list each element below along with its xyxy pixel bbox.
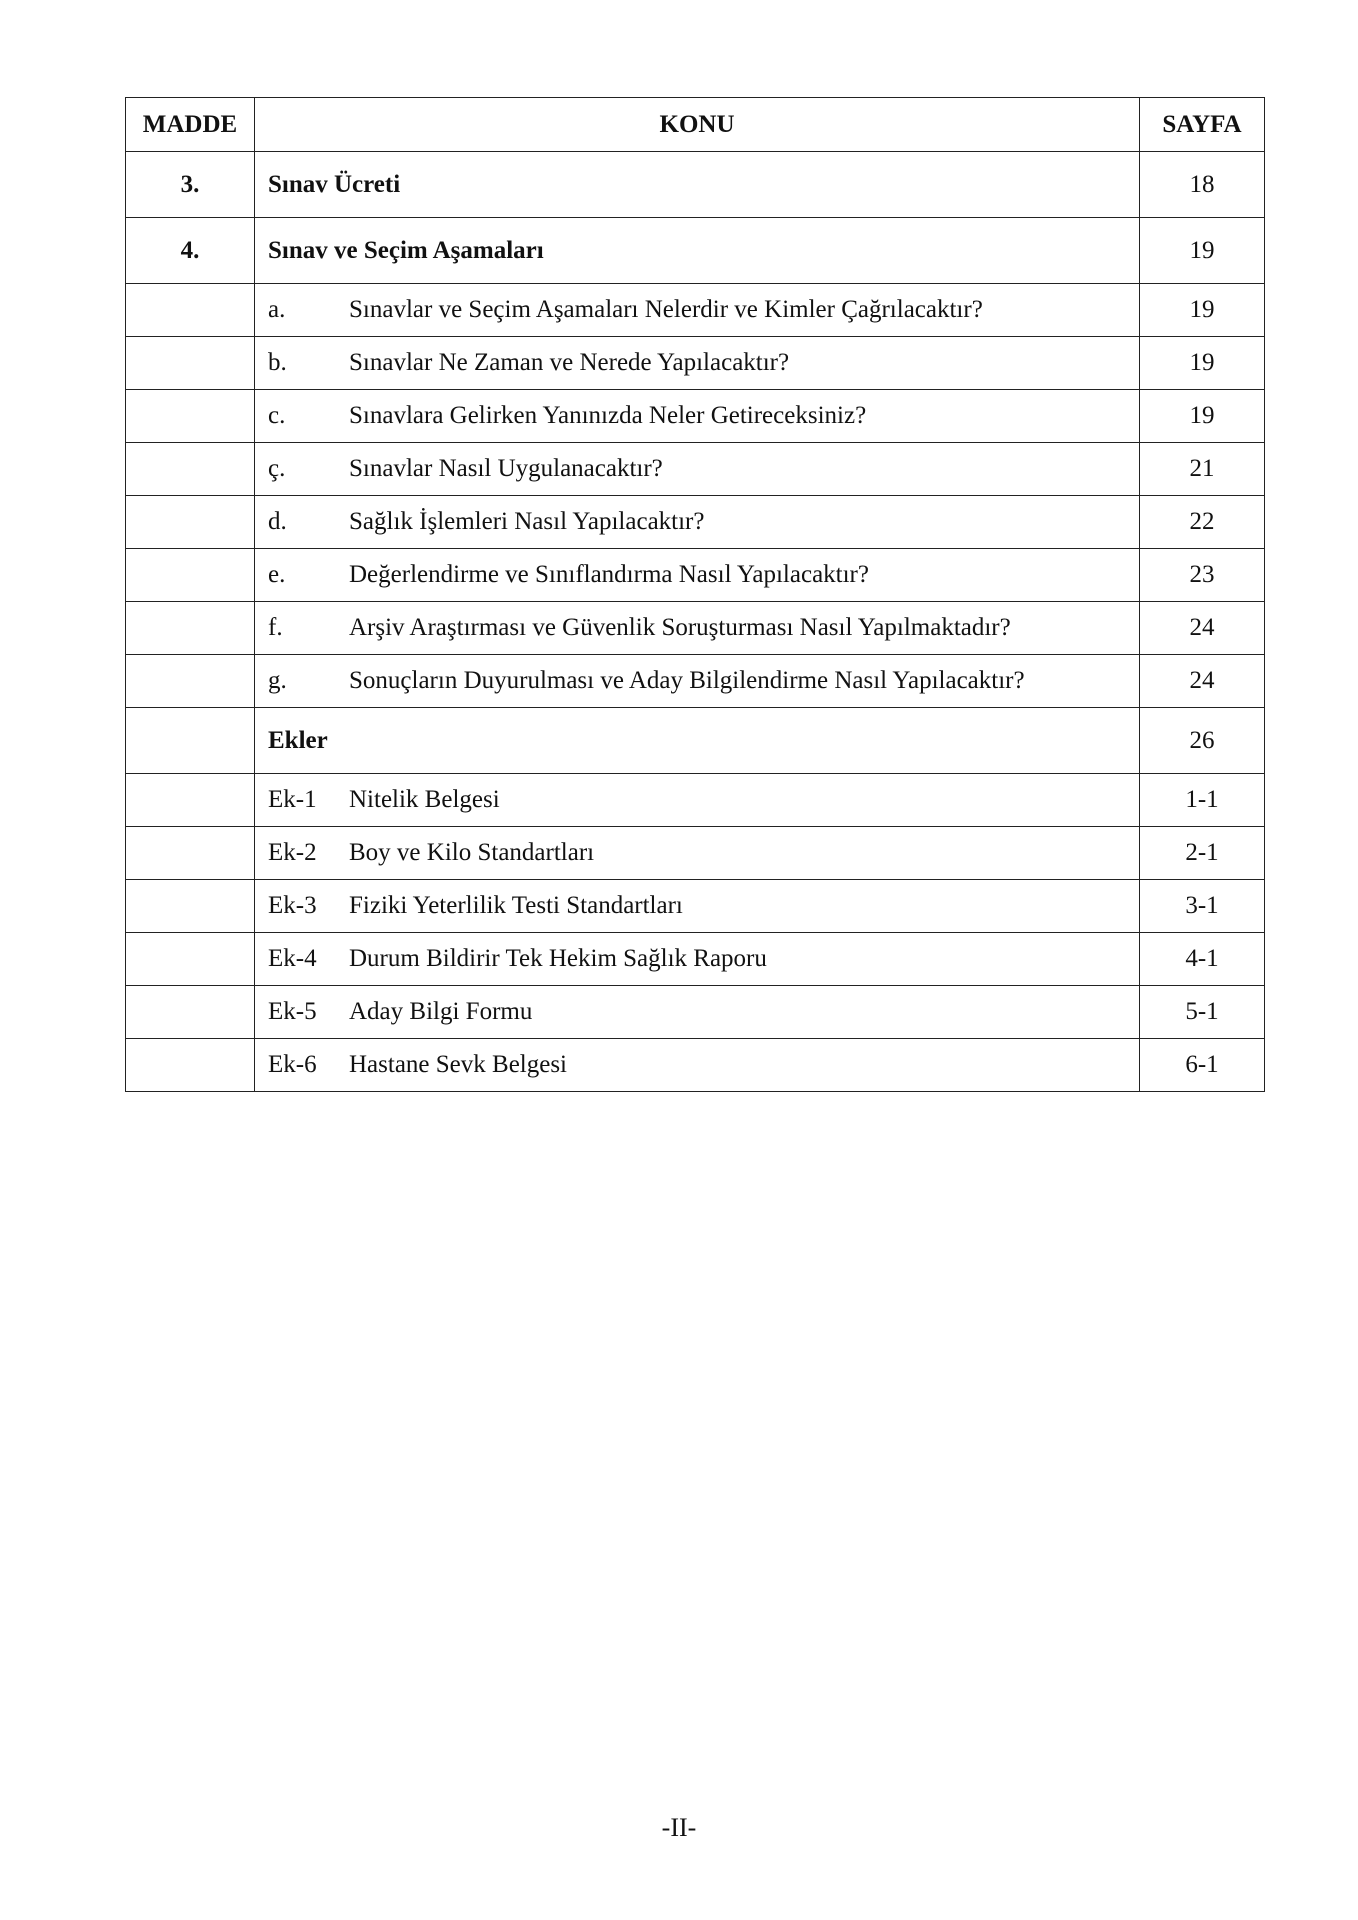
annex-number: Ek-1: [268, 786, 317, 813]
madde-cell: [126, 986, 255, 1039]
item-title: Boy ve Kilo Standartları: [349, 839, 595, 866]
table-row: [126, 986, 1265, 1039]
section-title: Ekler: [268, 726, 328, 754]
item-title: Sınavlara Gelirken Yanınızda Neler Getireceksiniz?: [349, 402, 867, 429]
table-row: [126, 827, 1265, 880]
konu-cell: [255, 827, 1140, 880]
page-cell: 22: [1140, 496, 1265, 549]
annex-number: Ek-5: [268, 998, 317, 1025]
madde-cell: [126, 602, 255, 655]
item-letter: f.: [268, 614, 283, 641]
konu-cell: [255, 655, 1140, 708]
page-cell: 19: [1140, 218, 1265, 284]
item-letter: g.: [268, 667, 287, 694]
page-cell: 24: [1140, 655, 1265, 708]
madde-cell: [126, 443, 255, 496]
item-title: Fiziki Yeterlilik Testi Standartları: [349, 892, 683, 919]
item-title: Nitelik Belgesi: [349, 786, 500, 813]
item-title: Arşiv Araştırması ve Güvenlik Soruşturması Nasıl Yapılmaktadır?: [349, 614, 1011, 641]
header-madde: MADDE: [126, 98, 255, 152]
table-row: [126, 549, 1265, 602]
page-cell: 5-1: [1140, 986, 1265, 1039]
item-letter: a.: [268, 296, 286, 323]
section-title: Sınav Ücreti: [268, 170, 401, 198]
table-row: [126, 337, 1265, 390]
konu-cell: [255, 1039, 1140, 1092]
item-title: Aday Bilgi Formu: [349, 998, 533, 1025]
item-letter: d.: [268, 508, 287, 535]
item-title: Hastane Sevk Belgesi: [349, 1051, 568, 1078]
page-cell: 23: [1140, 549, 1265, 602]
konu-cell: [255, 774, 1140, 827]
konu-cell: [255, 284, 1140, 337]
item-title: Sağlık İşlemleri Nasıl Yapılacaktır?: [349, 508, 705, 535]
konu-cell: [255, 390, 1140, 443]
item-title: Değerlendirme ve Sınıflandırma Nasıl Yapılacaktır?: [349, 561, 869, 588]
item-letter: ç.: [268, 455, 286, 482]
konu-cell: [255, 602, 1140, 655]
page-cell: 19: [1140, 284, 1265, 337]
annex-number: Ek-2: [268, 839, 317, 866]
annex-number: Ek-6: [268, 1051, 317, 1078]
table-row: [126, 774, 1265, 827]
item-letter: c.: [268, 402, 286, 429]
madde-cell: [126, 284, 255, 337]
page-cell: 1-1: [1140, 774, 1265, 827]
madde-cell: [126, 549, 255, 602]
table-row: [126, 1039, 1265, 1092]
konu-cell: [255, 337, 1140, 390]
page-cell: 26: [1140, 708, 1265, 774]
item-title: Sınavlar ve Seçim Aşamaları Nelerdir ve Kimler Çağrılacaktır?: [349, 296, 983, 323]
madde-cell: [126, 390, 255, 443]
konu-cell: [255, 549, 1140, 602]
page-cell: 19: [1140, 390, 1265, 443]
table-row: [126, 152, 1265, 218]
header-konu: KONU: [255, 98, 1140, 152]
page-cell: 18: [1140, 152, 1265, 218]
konu-cell: [255, 708, 1140, 774]
page-cell: 21: [1140, 443, 1265, 496]
konu-cell: [255, 933, 1140, 986]
table-row: [126, 390, 1265, 443]
table-row: [126, 655, 1265, 708]
annex-number: Ek-4: [268, 945, 317, 972]
header-row: [126, 98, 1265, 152]
konu-cell: [255, 443, 1140, 496]
konu-cell: [255, 986, 1140, 1039]
page-cell: 2-1: [1140, 827, 1265, 880]
madde-cell: [126, 827, 255, 880]
table-row: [126, 443, 1265, 496]
page-number: -II-: [661, 1813, 697, 1842]
madde-cell: [126, 933, 255, 986]
madde-cell: [126, 880, 255, 933]
table-row: [126, 933, 1265, 986]
konu-cell: [255, 880, 1140, 933]
section-title: Sınav ve Seçim Aşamaları: [268, 236, 544, 264]
madde-cell: 3.: [126, 152, 255, 218]
madde-cell: [126, 337, 255, 390]
item-title: Sonuçların Duyurulması ve Aday Bilgilendirme Nasıl Yapılacaktır?: [349, 667, 1025, 694]
item-letter: e.: [268, 561, 286, 588]
madde-cell: [126, 774, 255, 827]
item-letter: b.: [268, 349, 287, 376]
item-title: Sınavlar Ne Zaman ve Nerede Yapılacaktır?: [349, 349, 790, 376]
madde-cell: [126, 708, 255, 774]
madde-cell: 4.: [126, 218, 255, 284]
page-cell: 24: [1140, 602, 1265, 655]
table-row: [126, 284, 1265, 337]
table-row: [126, 602, 1265, 655]
konu-cell: [255, 496, 1140, 549]
page-cell: 3-1: [1140, 880, 1265, 933]
page-cell: 19: [1140, 337, 1265, 390]
item-title: Durum Bildirir Tek Hekim Sağlık Raporu: [349, 945, 767, 972]
madde-cell: [126, 1039, 255, 1092]
madde-cell: [126, 496, 255, 549]
table-row: [126, 708, 1265, 774]
page-cell: 4-1: [1140, 933, 1265, 986]
madde-cell: [126, 655, 255, 708]
item-title: Sınavlar Nasıl Uygulanacaktır?: [349, 455, 663, 482]
konu-cell: [255, 152, 1140, 218]
table-row: [126, 496, 1265, 549]
annex-number: Ek-3: [268, 892, 317, 919]
table-row: [126, 880, 1265, 933]
page-cell: 6-1: [1140, 1039, 1265, 1092]
table-row: [126, 218, 1265, 284]
konu-cell: [255, 218, 1140, 284]
header-sayfa: SAYFA: [1140, 98, 1265, 152]
table-of-contents: [125, 97, 1265, 1092]
